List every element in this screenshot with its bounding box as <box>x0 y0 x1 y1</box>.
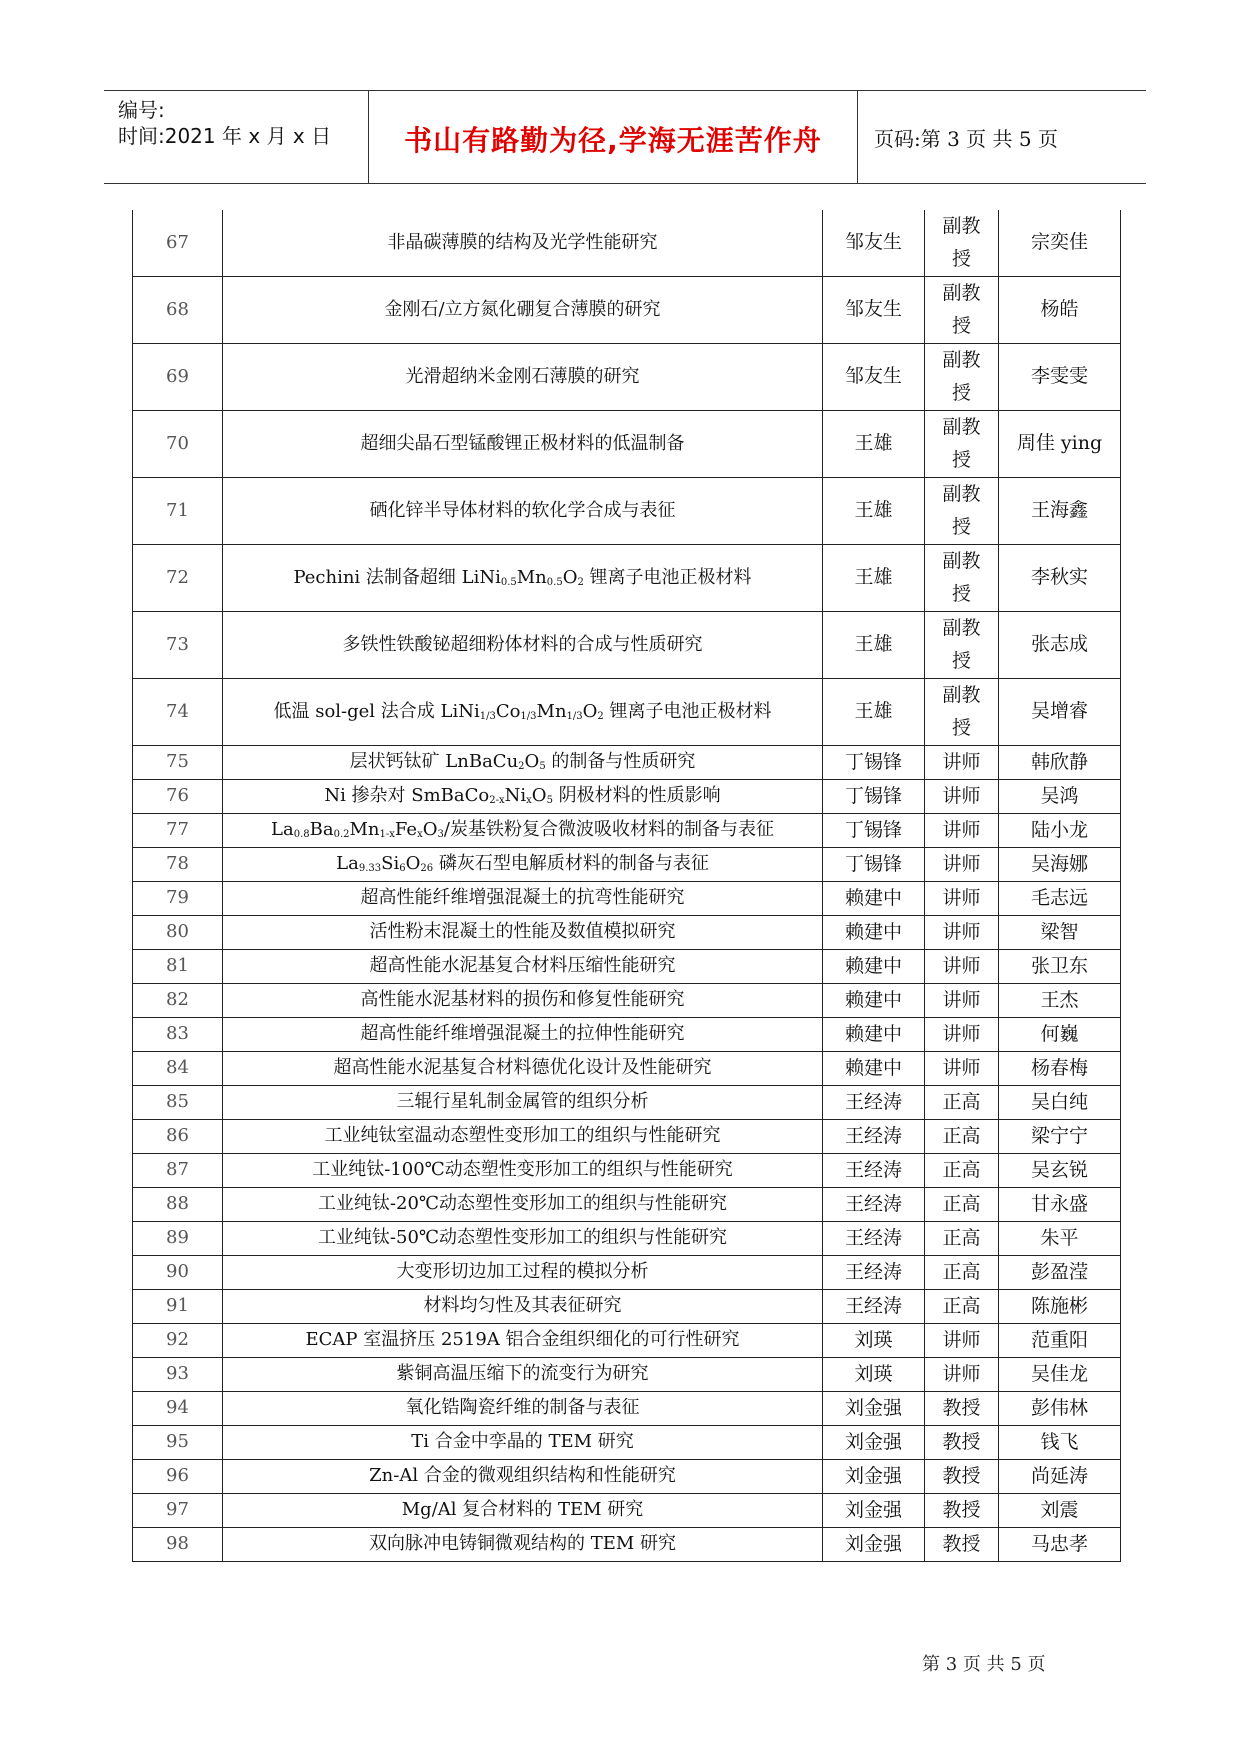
advisor-rank: 副教 授 <box>925 545 999 612</box>
row-number: 73 <box>133 612 223 679</box>
table-row <box>133 545 1121 612</box>
topic-title: $La_{9.33}Si_6O_{26}$ 磷灰石型电解质材料的制备与表征 <box>223 848 823 882</box>
advisor-rank: 讲师 <box>925 746 999 780</box>
table-row <box>133 277 1121 344</box>
advisor-rank: 副教 授 <box>925 612 999 679</box>
topic-title: Mg/Al 复合材料的 TEM 研究 <box>223 1494 823 1528</box>
topic-title: 三辊行星轧制金属管的组织分析 <box>223 1086 823 1120</box>
topic-title: 大变形切边加工过程的模拟分析 <box>223 1256 823 1290</box>
page-header <box>104 90 1146 184</box>
advisor-rank: 讲师 <box>925 814 999 848</box>
row-number: 92 <box>133 1324 223 1358</box>
topic-title: 硒化锌半导体材料的软化学合成与表征 <box>223 478 823 545</box>
row-number: 97 <box>133 1494 223 1528</box>
topic-title: ECAP 室温挤压 2519A 铝合金组织细化的可行性研究 <box>223 1324 823 1358</box>
student-name: 吴佳龙 <box>999 1358 1121 1392</box>
advisor-rank: 讲师 <box>925 1052 999 1086</box>
thesis-topic-table <box>132 210 1121 1562</box>
advisor-rank: 教授 <box>925 1528 999 1562</box>
topic-title: 超高性能水泥基复合材料压缩性能研究 <box>223 950 823 984</box>
student-name: 张志成 <box>999 612 1121 679</box>
advisor-rank: 正高 <box>925 1086 999 1120</box>
table-row <box>133 882 1121 916</box>
topic-title: Pechini 法制备超细 $LiNi_{0.5}Mn_{0.5}O_2$ 锂离子电池正极材料 <box>223 545 823 612</box>
advisor-name: 王经涛 <box>823 1154 925 1188</box>
row-number: 76 <box>133 780 223 814</box>
advisor-rank: 副教 授 <box>925 411 999 478</box>
row-number: 90 <box>133 1256 223 1290</box>
topic-title: 金刚石/立方氮化硼复合薄膜的研究 <box>223 277 823 344</box>
table-row <box>133 746 1121 780</box>
topic-title: 工业纯钛室温动态塑性变形加工的组织与性能研究 <box>223 1120 823 1154</box>
topic-title: 氧化锆陶瓷纤维的制备与表征 <box>223 1392 823 1426</box>
row-number: 74 <box>133 679 223 746</box>
advisor-rank: 副教 授 <box>925 277 999 344</box>
row-number: 78 <box>133 848 223 882</box>
table-row <box>133 1256 1121 1290</box>
advisor-rank: 副教 授 <box>925 210 999 277</box>
topic-title: 超高性能水泥基复合材料德优化设计及性能研究 <box>223 1052 823 1086</box>
advisor-rank: 讲师 <box>925 882 999 916</box>
student-name: 梁智 <box>999 916 1121 950</box>
topic-title: Zn-Al 合金的微观组织结构和性能研究 <box>223 1460 823 1494</box>
row-number: 77 <box>133 814 223 848</box>
table-row <box>133 679 1121 746</box>
advisor-rank: 正高 <box>925 1256 999 1290</box>
student-name: 钱飞 <box>999 1426 1121 1460</box>
student-name: 吴增睿 <box>999 679 1121 746</box>
advisor-rank: 副教 授 <box>925 478 999 545</box>
advisor-name: 刘金强 <box>823 1392 925 1426</box>
advisor-name: 刘瑛 <box>823 1324 925 1358</box>
row-number: 85 <box>133 1086 223 1120</box>
table-row <box>133 1460 1121 1494</box>
advisor-name: 王经涛 <box>823 1086 925 1120</box>
student-name: 王海鑫 <box>999 478 1121 545</box>
student-name: 杨春梅 <box>999 1052 1121 1086</box>
table-row <box>133 344 1121 411</box>
advisor-rank: 教授 <box>925 1392 999 1426</box>
table-row <box>133 1528 1121 1562</box>
student-name: 李秋实 <box>999 545 1121 612</box>
student-name: 宗奕佳 <box>999 210 1121 277</box>
advisor-rank: 副教 授 <box>925 679 999 746</box>
advisor-rank: 讲师 <box>925 916 999 950</box>
student-name: 吴玄锐 <box>999 1154 1121 1188</box>
table-row <box>133 1290 1121 1324</box>
advisor-name: 王经涛 <box>823 1290 925 1324</box>
topic-title: 工业纯钛-20℃动态塑性变形加工的组织与性能研究 <box>223 1188 823 1222</box>
topic-title: 材料均匀性及其表征研究 <box>223 1290 823 1324</box>
header-motto-cell <box>369 91 858 183</box>
advisor-name: 王雄 <box>823 545 925 612</box>
row-number: 93 <box>133 1358 223 1392</box>
student-name: 韩欣静 <box>999 746 1121 780</box>
student-name: 张卫东 <box>999 950 1121 984</box>
row-number: 84 <box>133 1052 223 1086</box>
advisor-rank: 讲师 <box>925 950 999 984</box>
advisor-rank: 讲师 <box>925 780 999 814</box>
advisor-rank: 正高 <box>925 1188 999 1222</box>
advisor-rank: 教授 <box>925 1460 999 1494</box>
row-number: 88 <box>133 1188 223 1222</box>
student-name: 陆小龙 <box>999 814 1121 848</box>
student-name: 毛志远 <box>999 882 1121 916</box>
row-number: 69 <box>133 344 223 411</box>
row-number: 89 <box>133 1222 223 1256</box>
table-row <box>133 1120 1121 1154</box>
row-number: 75 <box>133 746 223 780</box>
advisor-name: 赖建中 <box>823 1052 925 1086</box>
page-footer: 第 3 页 共 5 页 <box>922 1654 1046 1675</box>
student-name: 马忠孝 <box>999 1528 1121 1562</box>
table-row <box>133 950 1121 984</box>
advisor-name: 邹友生 <box>823 277 925 344</box>
table-row <box>133 210 1121 277</box>
student-name: 尚延涛 <box>999 1460 1121 1494</box>
topic-title: 超高性能纤维增强混凝土的抗弯性能研究 <box>223 882 823 916</box>
advisor-name: 王经涛 <box>823 1188 925 1222</box>
table-row <box>133 916 1121 950</box>
advisor-rank: 教授 <box>925 1494 999 1528</box>
row-number: 72 <box>133 545 223 612</box>
topic-title: Ni 掺杂对 $SmBaCo_{2-x}Ni_xO_5$ 阴极材料的性质影响 <box>223 780 823 814</box>
row-number: 96 <box>133 1460 223 1494</box>
topic-title: 活性粉末混凝土的性能及数值模拟研究 <box>223 916 823 950</box>
row-number: 83 <box>133 1018 223 1052</box>
advisor-rank: 正高 <box>925 1290 999 1324</box>
table-body <box>133 210 1121 1562</box>
advisor-name: 王雄 <box>823 478 925 545</box>
topic-title: 超高性能纤维增强混凝土的拉伸性能研究 <box>223 1018 823 1052</box>
advisor-name: 王雄 <box>823 411 925 478</box>
table-row <box>133 1358 1121 1392</box>
student-name: 吴海娜 <box>999 848 1121 882</box>
table-row <box>133 478 1121 545</box>
advisor-name: 丁锡锋 <box>823 848 925 882</box>
table-row <box>133 984 1121 1018</box>
advisor-rank: 副教 授 <box>925 344 999 411</box>
table-row <box>133 1392 1121 1426</box>
advisor-name: 赖建中 <box>823 882 925 916</box>
advisor-name: 王雄 <box>823 679 925 746</box>
student-name: 何巍 <box>999 1018 1121 1052</box>
student-name: 陈施彬 <box>999 1290 1121 1324</box>
topic-title: 工业纯钛-50℃动态塑性变形加工的组织与性能研究 <box>223 1222 823 1256</box>
advisor-name: 刘金强 <box>823 1460 925 1494</box>
advisor-rank: 讲师 <box>925 1018 999 1052</box>
document-time-label: 时间:2021 年 x 月 x 日 <box>118 124 332 148</box>
row-number: 91 <box>133 1290 223 1324</box>
topic-title: 非晶碳薄膜的结构及光学性能研究 <box>223 210 823 277</box>
document-number-label: 编号: <box>118 98 165 122</box>
topic-title: 低温 sol-gel 法合成 $LiNi_{1/3}Co_{1/3}Mn_{1/3}O_2$ 锂离子电池正极材料 <box>223 679 823 746</box>
student-name: 杨皓 <box>999 277 1121 344</box>
header-page-indicator: 页码:第 3 页 共 5 页 <box>874 127 1058 151</box>
advisor-name: 刘金强 <box>823 1494 925 1528</box>
row-number: 71 <box>133 478 223 545</box>
advisor-name: 邹友生 <box>823 210 925 277</box>
header-page-cell <box>858 91 1146 183</box>
student-name: 周佳 ying <box>999 411 1121 478</box>
table-row <box>133 1324 1121 1358</box>
advisor-name: 刘瑛 <box>823 1358 925 1392</box>
advisor-rank: 讲师 <box>925 848 999 882</box>
row-number: 68 <box>133 277 223 344</box>
advisor-name: 丁锡锋 <box>823 746 925 780</box>
topic-title: Ti 合金中孪晶的 TEM 研究 <box>223 1426 823 1460</box>
student-name: 朱平 <box>999 1222 1121 1256</box>
topic-title: 超细尖晶石型锰酸锂正极材料的低温制备 <box>223 411 823 478</box>
row-number: 80 <box>133 916 223 950</box>
table-row <box>133 1086 1121 1120</box>
advisor-name: 王雄 <box>823 612 925 679</box>
table-row <box>133 1222 1121 1256</box>
advisor-name: 赖建中 <box>823 950 925 984</box>
advisor-rank: 正高 <box>925 1120 999 1154</box>
student-name: 刘震 <box>999 1494 1121 1528</box>
topic-title: 多铁性铁酸铋超细粉体材料的合成与性质研究 <box>223 612 823 679</box>
advisor-name: 赖建中 <box>823 1018 925 1052</box>
row-number: 95 <box>133 1426 223 1460</box>
advisor-name: 丁锡锋 <box>823 814 925 848</box>
table-row <box>133 1018 1121 1052</box>
row-number: 79 <box>133 882 223 916</box>
topic-title: 高性能水泥基材料的损伤和修复性能研究 <box>223 984 823 1018</box>
row-number: 98 <box>133 1528 223 1562</box>
student-name: 李雯雯 <box>999 344 1121 411</box>
row-number: 81 <box>133 950 223 984</box>
table-row <box>133 1426 1121 1460</box>
student-name: 王杰 <box>999 984 1121 1018</box>
advisor-rank: 教授 <box>925 1426 999 1460</box>
advisor-name: 王经涛 <box>823 1222 925 1256</box>
advisor-rank: 正高 <box>925 1154 999 1188</box>
table-row <box>133 1052 1121 1086</box>
row-number: 87 <box>133 1154 223 1188</box>
table-row <box>133 1188 1121 1222</box>
advisor-name: 邹友生 <box>823 344 925 411</box>
row-number: 94 <box>133 1392 223 1426</box>
student-name: 彭盈滢 <box>999 1256 1121 1290</box>
advisor-rank: 讲师 <box>925 984 999 1018</box>
advisor-name: 王经涛 <box>823 1120 925 1154</box>
topic-title: 光滑超纳米金刚石薄膜的研究 <box>223 344 823 411</box>
student-name: 吴鸿 <box>999 780 1121 814</box>
advisor-name: 赖建中 <box>823 916 925 950</box>
advisor-rank: 正高 <box>925 1222 999 1256</box>
row-number: 82 <box>133 984 223 1018</box>
topic-title: $La_{0.8}Ba_{0.2}Mn_{1-x}Fe_xO_3/$炭基铁粉复合微波吸收材料的制备与表征 <box>223 814 823 848</box>
topic-title: 紫铜高温压缩下的流变行为研究 <box>223 1358 823 1392</box>
table-row <box>133 1494 1121 1528</box>
student-name: 甘永盛 <box>999 1188 1121 1222</box>
student-name: 吴白纯 <box>999 1086 1121 1120</box>
table-row <box>133 1154 1121 1188</box>
row-number: 86 <box>133 1120 223 1154</box>
header-motto: 书山有路勤为径,学海无涯苦作舟 <box>404 124 822 157</box>
student-name: 范重阳 <box>999 1324 1121 1358</box>
row-number: 67 <box>133 210 223 277</box>
topic-title: 层状钙钛矿 $LnBaCu_2O_5$ 的制备与性质研究 <box>223 746 823 780</box>
student-name: 梁宁宁 <box>999 1120 1121 1154</box>
advisor-name: 王经涛 <box>823 1256 925 1290</box>
header-meta <box>104 91 369 183</box>
table-row <box>133 612 1121 679</box>
advisor-name: 丁锡锋 <box>823 780 925 814</box>
advisor-name: 赖建中 <box>823 984 925 1018</box>
table-row <box>133 411 1121 478</box>
table-row <box>133 814 1121 848</box>
row-number: 70 <box>133 411 223 478</box>
advisor-name: 刘金强 <box>823 1426 925 1460</box>
table-row <box>133 780 1121 814</box>
advisor-name: 刘金强 <box>823 1528 925 1562</box>
student-name: 彭伟林 <box>999 1392 1121 1426</box>
topic-title: 工业纯钛-100℃动态塑性变形加工的组织与性能研究 <box>223 1154 823 1188</box>
advisor-rank: 讲师 <box>925 1358 999 1392</box>
table-row <box>133 848 1121 882</box>
advisor-rank: 讲师 <box>925 1324 999 1358</box>
topic-title: 双向脉冲电铸铜微观结构的 TEM 研究 <box>223 1528 823 1562</box>
